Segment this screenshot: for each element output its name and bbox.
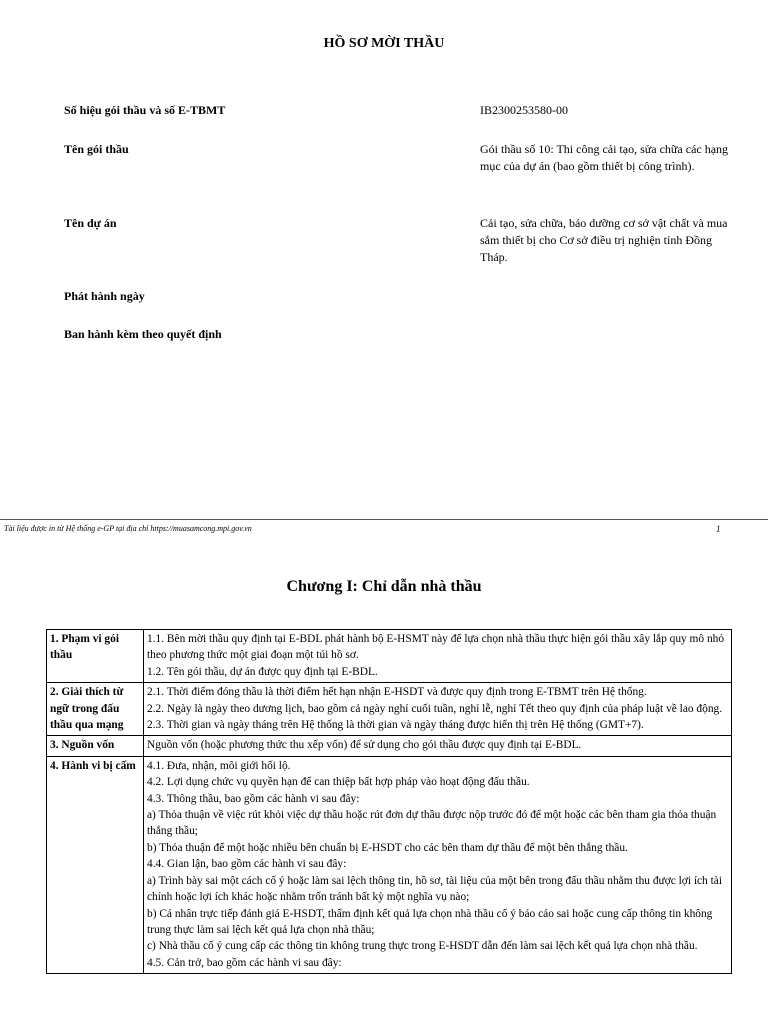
- chapter-title: Chương I: Chỉ dẫn nhà thầu: [286, 578, 482, 595]
- table-row: [47, 630, 732, 683]
- row-heading: 4. Hành vi bị cấm: [47, 756, 144, 973]
- field-label-decision: Ban hành kèm theo quyết định: [64, 327, 222, 341]
- field-value-project-name: Cải tạo, sửa chữa, bảo dưỡng cơ sở vật chất và mua sắm thiết bị cho Cơ sở điều trị nghiện tỉnh Đồng Tháp.: [480, 216, 728, 264]
- row-heading: 1. Phạm vi gói thầu: [47, 630, 144, 683]
- table-row: [47, 736, 732, 756]
- row-content: [144, 756, 732, 973]
- row-heading: 3. Nguồn vốn: [47, 736, 144, 756]
- page-number: 1: [716, 524, 721, 534]
- content-line: a) Thỏa thuận về việc rút khỏi việc dự thầu hoặc rút đơn dự thầu được nộp trước đó để một hoặc các bên tham gia thỏa thuận thắng thầu;: [147, 809, 717, 838]
- field-label-package-number: Số hiệu gói thầu và số E-TBMT: [64, 103, 226, 117]
- table-row: [47, 756, 732, 973]
- content-line: a) Trình bày sai một cách cố ý hoặc làm sai lệch thông tin, hồ sơ, tài liệu của một bên trong đấu thầu nhằm thu được lợi ích tài chính hoặc lợi ích khác hoặc nhằm trốn tránh bất kỳ một nghĩa vụ nào;: [147, 874, 722, 904]
- content-line: 2.2. Ngày là ngày theo dương lịch, bao gồm cả ngày nghỉ cuối tuần, nghỉ lễ, nghỉ Tết theo quy định của pháp luật về lao động.: [147, 702, 723, 715]
- content-line: 2.3. Thời gian và ngày tháng trên Hệ thống là thời gian và ngày tháng được hiển thị trên Hệ thống (GMT+7).: [147, 719, 644, 732]
- row-content: [144, 736, 732, 756]
- field-label-package-name: Tên gói thầu: [64, 142, 129, 156]
- content-line: Nguồn vốn (hoặc phương thức thu xếp vốn) để sử dụng cho gói thầu được quy định tại E-BDL.: [147, 739, 582, 752]
- row-heading: 2. Giải thích từ ngữ trong đấu thầu qua mạng: [47, 683, 144, 736]
- content-line: 4.1. Đưa, nhận, môi giới hối lộ.: [147, 759, 291, 772]
- content-line: c) Nhà thầu cố ý cung cấp các thông tin không trung thực trong E-HSDT dẫn đến làm sai lệch kết quả lựa chọn nhà thầu.: [147, 940, 698, 953]
- field-label-issue-date: Phát hành ngày: [64, 289, 145, 303]
- content-line: b) Cá nhân trực tiếp đánh giá E-HSDT, thẩm định kết quả lựa chọn nhà thầu cố ý báo cáo sai hoặc cung cấp thông tin không trung thực làm sai lệch kết quả lựa chọn nhà thầu;: [147, 907, 713, 936]
- row-content: [144, 630, 732, 683]
- content-line: b) Thỏa thuận để một hoặc nhiều bên chuẩn bị E-HSDT cho các bên tham dự thầu để một bên thắng thầu.: [147, 841, 628, 854]
- field-value-package-name: Gói thầu số 10: Thi công cải tạo, sửa chữa các hạng mục của dự án (bao gồm thiết bị công trình).: [480, 142, 729, 173]
- table-row: [47, 683, 732, 736]
- field-label-project-name: Tên dự án: [64, 216, 117, 230]
- document-title: HỒ SƠ MỜI THẦU: [323, 36, 445, 51]
- row-content: [144, 683, 732, 736]
- content-line: 4.3. Thông thầu, bao gồm các hành vi sau đây:: [147, 792, 360, 805]
- content-line: 1.1. Bên mời thầu quy định tại E-BDL phát hành bộ E-HSMT này để lựa chọn nhà thầu thực hiện gói thầu xây lắp quy mô nhỏ theo phương thức một giai đoạn một túi hồ sơ.: [147, 633, 725, 662]
- content-line: 4.4. Gian lận, bao gồm các hành vi sau đây:: [147, 858, 347, 871]
- field-value-package-number: IB2300253580-00: [480, 103, 568, 117]
- instructions-table: [46, 629, 732, 974]
- content-line: 2.1. Thời điểm đóng thầu là thời điểm hết hạn nhận E-HSDT và được quy định trong E-TBMT trên Hệ thống.: [147, 686, 647, 699]
- footer-source-note: Tài liệu được in từ Hệ thống e-GP tại địa chỉ https://muasamcong.mpi.gov.vn: [4, 524, 252, 533]
- content-line: 1.2. Tên gói thầu, dự án được quy định tại E-BDL.: [147, 665, 378, 678]
- content-line: 4.2. Lợi dụng chức vụ quyền hạn để can thiệp bất hợp pháp vào hoạt động đấu thầu.: [147, 776, 530, 789]
- content-line: 4.5. Cản trở, bao gồm các hành vi sau đây:: [147, 956, 342, 969]
- footer-divider: [0, 519, 768, 520]
